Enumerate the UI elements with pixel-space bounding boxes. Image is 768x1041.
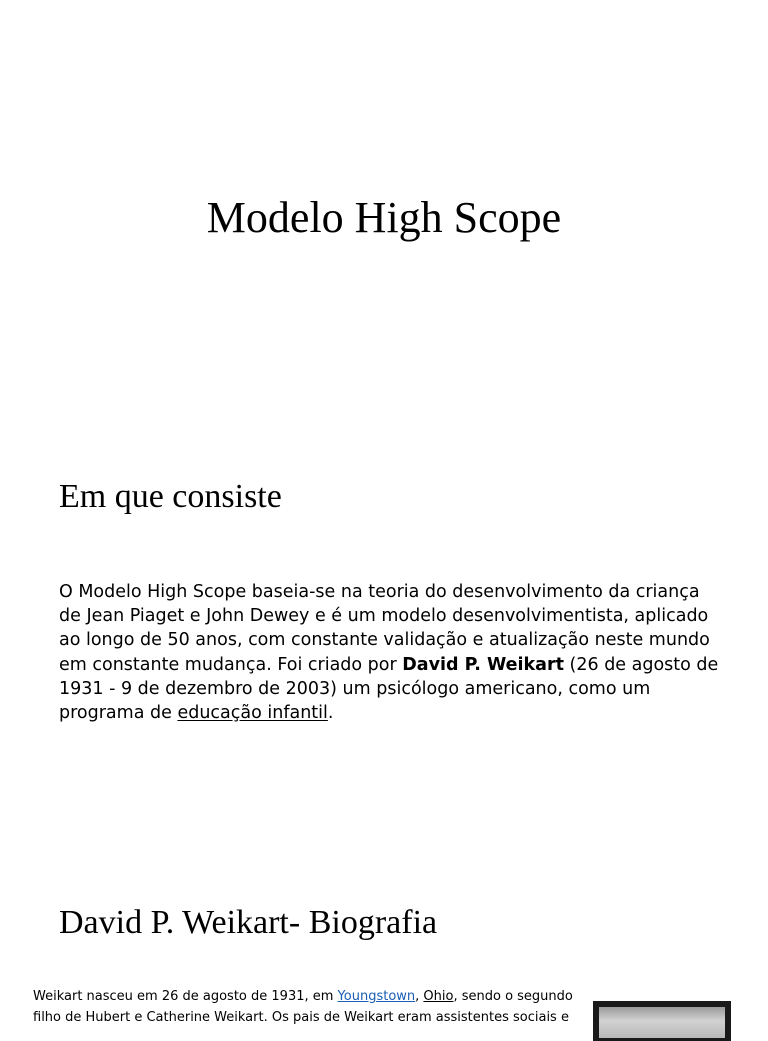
intro-period: . — [327, 703, 334, 724]
weikart-name: David P. Weikart — [402, 654, 564, 675]
bio-line1-start: Weikart nasceu em 26 de agosto de 1931, em — [33, 989, 338, 1004]
intro-dates-text: (26 de agosto de 1931 - 9 de dezembro de 2003) um psicólogo americano, como um programa de — [59, 654, 719, 724]
section-heading-em-que-consiste: Em que consiste — [59, 478, 282, 515]
bio-comma: , — [415, 989, 424, 1004]
intro-paragraph — [59, 580, 719, 725]
bio-line2: filho de Hubert e Catherine Weikart. Os pais de Weikart eram assistentes sociais e — [33, 1010, 569, 1025]
page-title: Modelo High Scope — [206, 193, 562, 242]
bio-line1-end: , sendo o segundo — [453, 989, 573, 1004]
ohio-link[interactable]: Ohio — [423, 989, 454, 1004]
educacao-infantil-link[interactable]: educação infantil — [177, 703, 328, 724]
weikart-portrait-image — [593, 1001, 731, 1041]
portrait-photo-area — [599, 1007, 725, 1038]
intro-text: O Modelo High Scope baseia-se na teoria do desenvolvimento da criança de Jean Piaget e John Dewey e é um modelo desenvolvimentista, aplicado ao longo de 50 anos, com constante validação e atualização neste mundo em constante mudança. Foi criado por — [59, 582, 710, 675]
section-heading-biografia: David P. Weikart- Biografia — [59, 904, 438, 941]
youngstown-link[interactable]: Youngstown — [337, 989, 416, 1004]
biography-paragraph — [33, 986, 578, 1028]
